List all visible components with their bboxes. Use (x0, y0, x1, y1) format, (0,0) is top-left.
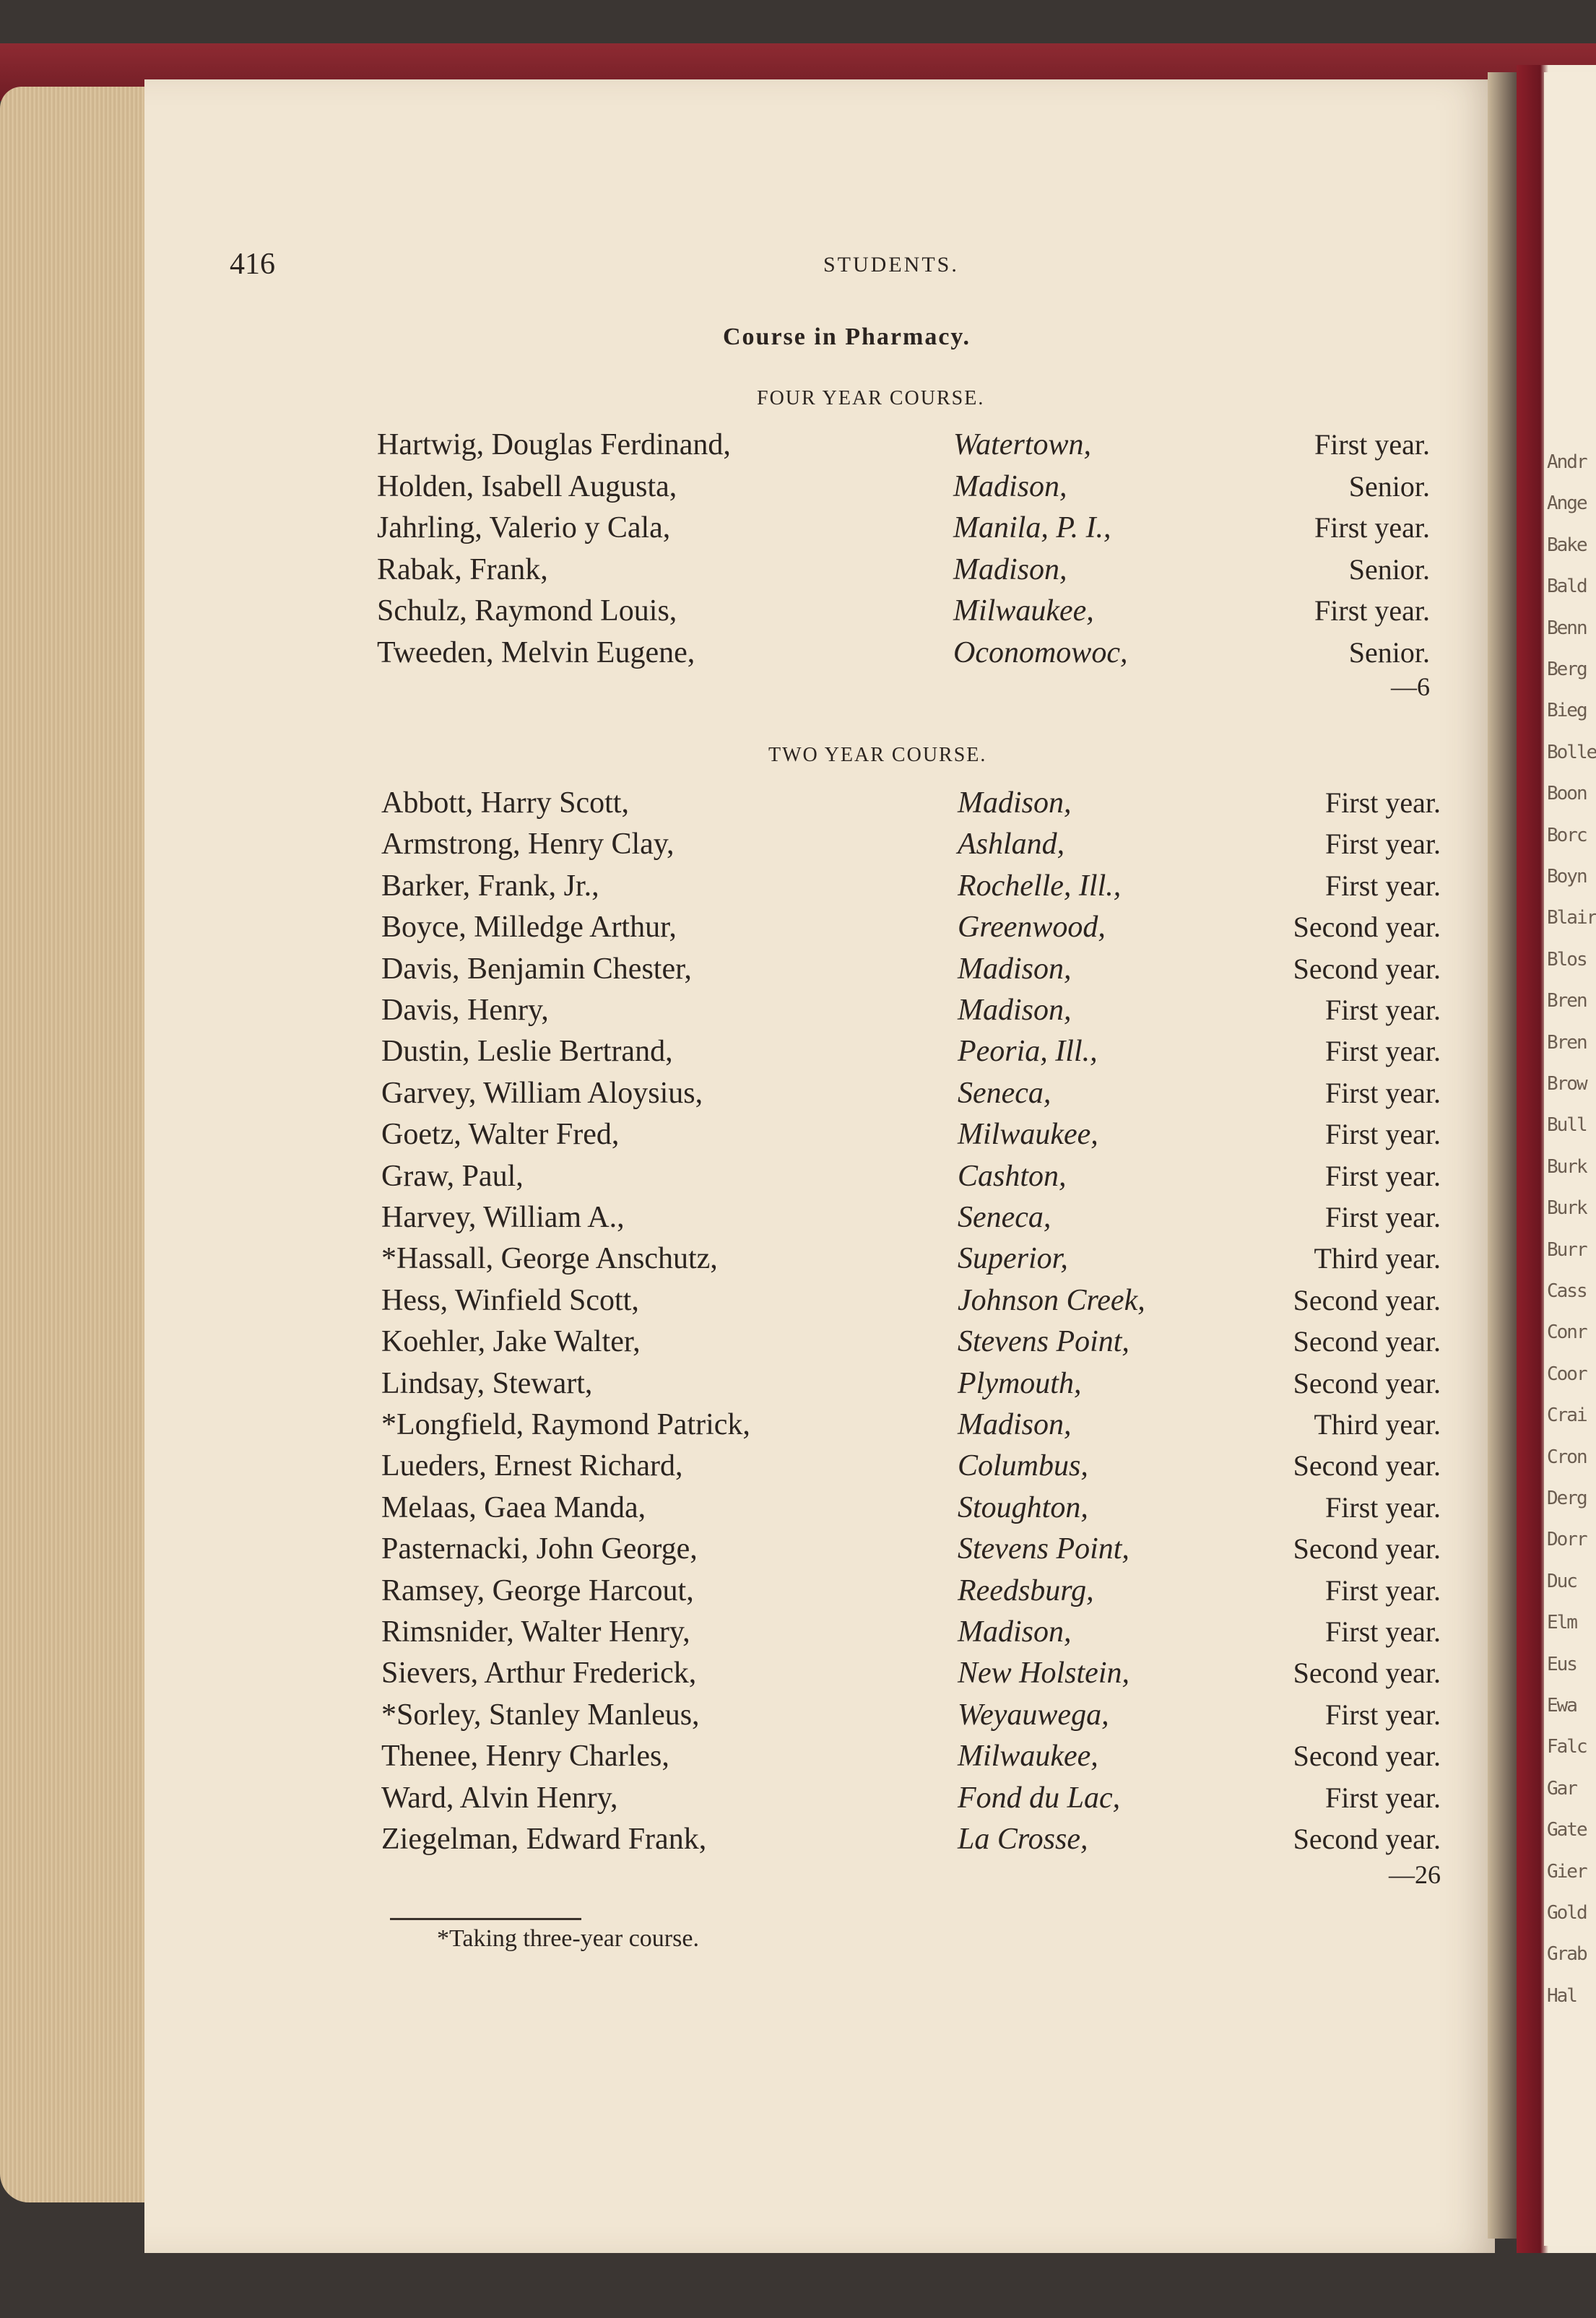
student-hometown: Columbus, (958, 1449, 1088, 1483)
adjacent-page-text: Blos (1547, 948, 1587, 971)
student-hometown: Seneca, (958, 1076, 1051, 1110)
adjacent-page-text: Crai (1547, 1405, 1587, 1427)
student-class-year: First year. (1325, 1490, 1441, 1524)
student-hometown: Plymouth, (958, 1366, 1082, 1400)
student-name: Davis, Henry, (381, 994, 549, 1027)
student-name: *Longfield, Raymond Patrick, (381, 1408, 750, 1441)
footnote-rule (390, 1918, 581, 1920)
student-class-year: First year. (1325, 1698, 1441, 1731)
student-class-year: First year. (1314, 511, 1430, 544)
student-name: Melaas, Gaea Manda, (381, 1490, 646, 1524)
student-hometown: Stoughton, (958, 1490, 1088, 1524)
student-name: *Hassall, George Anschutz, (381, 1242, 718, 1276)
adjacent-page-text: Benn (1547, 617, 1587, 639)
student-name: Ramsey, George Harcout, (381, 1573, 694, 1607)
student-class-year: Second year. (1293, 1325, 1441, 1358)
adjacent-page-text: Duc (1547, 1570, 1577, 1592)
student-name: Boyce, Milledge Arthur, (381, 911, 677, 945)
page-number: 416 (230, 248, 275, 281)
student-hometown: Seneca, (958, 1201, 1051, 1234)
student-name: Schulz, Raymond Louis, (377, 594, 677, 628)
adjacent-page-text: Hal (1547, 1984, 1577, 2007)
student-hometown: Ashland, (958, 828, 1065, 861)
adjacent-page-fragment (1544, 72, 1596, 2246)
student-class-year: First year. (1325, 1035, 1441, 1068)
student-class-year: First year. (1325, 1781, 1441, 1814)
student-hometown: La Crosse, (958, 1823, 1088, 1856)
adjacent-page-text: Blair (1547, 907, 1596, 929)
student-name: Harvey, William A., (381, 1201, 625, 1234)
student-name: Ziegelman, Edward Frank, (381, 1823, 707, 1856)
student-name: Dustin, Leslie Bertrand, (381, 1035, 673, 1069)
student-class-year: Second year. (1293, 1823, 1441, 1855)
student-name: Thenee, Henry Charles, (381, 1740, 669, 1774)
adjacent-page-text: Grab (1547, 1943, 1587, 1966)
book-spine-shadow (1488, 72, 1517, 2239)
adjacent-page-text: Conr (1547, 1321, 1587, 1344)
student-class-year: Second year. (1293, 1283, 1441, 1316)
student-class-year: First year. (1325, 1573, 1441, 1607)
student-hometown: Madison, (958, 1408, 1072, 1441)
adjacent-page-text: Elm (1547, 1612, 1577, 1634)
four-year-heading: FOUR YEAR COURSE. (757, 387, 985, 409)
adjacent-page-text: Berg (1547, 659, 1587, 680)
student-hometown: Cashton, (958, 1159, 1067, 1193)
student-name: Barker, Frank, Jr., (381, 869, 599, 903)
student-hometown: Peoria, Ill., (958, 1035, 1098, 1069)
two-year-heading: TWO YEAR COURSE. (768, 744, 987, 766)
adjacent-page-text: Bull (1547, 1114, 1587, 1137)
adjacent-page-text: Burk (1547, 1155, 1587, 1178)
student-name: Pasternacki, John George, (381, 1532, 698, 1566)
student-hometown: Greenwood, (958, 911, 1106, 945)
student-class-year: First year. (1314, 428, 1430, 461)
student-hometown: Madison, (958, 786, 1072, 820)
student-class-year: Second year. (1293, 1532, 1441, 1566)
student-hometown: Milwaukee, (953, 594, 1094, 628)
student-hometown: Manila, P. I., (953, 511, 1111, 544)
student-class-year: First year. (1325, 994, 1441, 1026)
student-class-year: Second year. (1293, 1740, 1441, 1773)
adjacent-page-text: Derg (1547, 1488, 1587, 1509)
four-year-total: —6 (1391, 672, 1430, 701)
student-hometown: Reedsburg, (958, 1573, 1094, 1607)
student-class-year: Senior. (1348, 469, 1430, 503)
student-class-year: Third year. (1314, 1408, 1441, 1441)
adjacent-page-text: Coor (1547, 1363, 1587, 1385)
adjacent-page-text: Cron (1547, 1446, 1587, 1468)
adjacent-page-text: Cass (1547, 1280, 1587, 1302)
student-name: Davis, Benjamin Chester, (381, 952, 692, 986)
student-name: Lueders, Ernest Richard, (381, 1449, 683, 1483)
adjacent-page-text: Bake (1547, 534, 1587, 556)
student-name: *Sorley, Stanley Manleus, (381, 1698, 700, 1732)
student-hometown: Madison, (953, 469, 1067, 503)
student-hometown: Madison, (953, 552, 1067, 586)
adjacent-page-text: Gate (1547, 1819, 1587, 1841)
student-name: Tweeden, Melvin Eugene, (377, 635, 695, 669)
student-name: Rimsnider, Walter Henry, (381, 1615, 690, 1649)
student-class-year: Second year. (1293, 1657, 1441, 1690)
adjacent-page-text: Bald (1547, 576, 1587, 598)
student-name: Sievers, Arthur Frederick, (381, 1657, 697, 1690)
student-hometown: Johnson Creek, (958, 1283, 1145, 1317)
student-hometown: Madison, (958, 994, 1072, 1027)
student-hometown: New Holstein, (958, 1657, 1129, 1690)
adjacent-page-text: Boon (1547, 783, 1587, 805)
student-hometown: Superior, (958, 1242, 1068, 1276)
adjacent-page-text: Gar (1547, 1777, 1577, 1800)
student-name: Holden, Isabell Augusta, (377, 469, 677, 503)
student-name: Abbott, Harry Scott, (381, 786, 629, 820)
adjacent-page-text: Burk (1547, 1197, 1587, 1220)
adjacent-page-text: Andr (1547, 451, 1587, 473)
adjacent-page-text: Dorr (1547, 1529, 1587, 1551)
student-class-year: First year. (1325, 869, 1441, 902)
adjacent-page-text: Falc (1547, 1736, 1587, 1758)
adjacent-page-text: Gier (1547, 1860, 1587, 1883)
adjacent-page-text: Gold (1547, 1902, 1587, 1924)
student-hometown: Oconomowoc, (953, 635, 1128, 669)
student-name: Hartwig, Douglas Ferdinand, (377, 428, 731, 461)
adjacent-page-text: Bren (1547, 990, 1587, 1012)
student-class-year: First year. (1325, 1159, 1441, 1192)
student-name: Lindsay, Stewart, (381, 1366, 593, 1400)
course-title: Course in Pharmacy. (723, 324, 971, 350)
two-year-total: —26 (1389, 1860, 1441, 1889)
student-name: Garvey, William Aloysius, (381, 1076, 703, 1110)
student-name: Hess, Winfield Scott, (381, 1283, 639, 1317)
adjacent-page-text: Eus (1547, 1653, 1577, 1675)
student-hometown: Rochelle, Ill., (958, 869, 1122, 903)
footnote: *Taking three-year course. (437, 1925, 699, 1952)
student-name: Jahrling, Valerio y Cala, (377, 511, 671, 544)
student-class-year: Third year. (1314, 1242, 1441, 1275)
student-class-year: Second year. (1293, 952, 1441, 985)
adjacent-page-text: Boyn (1547, 866, 1587, 887)
student-name: Koehler, Jake Walter, (381, 1325, 641, 1359)
book-page-stack (0, 87, 155, 2202)
student-class-year: First year. (1325, 786, 1441, 819)
student-hometown: Milwaukee, (958, 1118, 1098, 1152)
adjacent-page-text: Bolle (1547, 741, 1596, 763)
student-hometown: Milwaukee, (958, 1740, 1098, 1774)
student-name: Ward, Alvin Henry, (381, 1781, 618, 1815)
student-hometown: Weyauwega, (958, 1698, 1109, 1732)
student-name: Graw, Paul, (381, 1159, 524, 1193)
student-hometown: Fond du Lac, (958, 1781, 1121, 1815)
student-class-year: First year. (1325, 1118, 1441, 1151)
adjacent-page-text: Ewa (1547, 1695, 1577, 1716)
adjacent-page-text: Borc (1547, 824, 1587, 846)
adjacent-page-text: Ange (1547, 492, 1587, 515)
student-class-year: Senior. (1348, 635, 1430, 669)
student-name: Armstrong, Henry Clay, (381, 828, 675, 861)
running-head: STUDENTS. (823, 253, 959, 277)
student-class-year: Second year. (1293, 911, 1441, 944)
student-class-year: First year. (1314, 594, 1430, 627)
student-hometown: Madison, (958, 952, 1072, 986)
student-class-year: Senior. (1348, 552, 1430, 586)
adjacent-page-text: Bren (1547, 1031, 1587, 1054)
adjacent-page-text: Bieg (1547, 700, 1587, 722)
student-name: Goetz, Walter Fred, (381, 1118, 620, 1152)
student-class-year: First year. (1325, 828, 1441, 861)
student-class-year: First year. (1325, 1615, 1441, 1648)
adjacent-page-text: Brow (1547, 1073, 1587, 1095)
student-hometown: Stevens Point, (958, 1325, 1129, 1359)
student-hometown: Watertown, (953, 428, 1091, 461)
student-name: Rabak, Frank, (377, 552, 548, 586)
student-class-year: Second year. (1293, 1449, 1441, 1483)
adjacent-page-text: Burr (1547, 1238, 1587, 1261)
student-class-year: Second year. (1293, 1366, 1441, 1399)
student-hometown: Stevens Point, (958, 1532, 1129, 1566)
student-hometown: Madison, (958, 1615, 1072, 1649)
student-class-year: First year. (1325, 1076, 1441, 1109)
student-class-year: First year. (1325, 1201, 1441, 1233)
